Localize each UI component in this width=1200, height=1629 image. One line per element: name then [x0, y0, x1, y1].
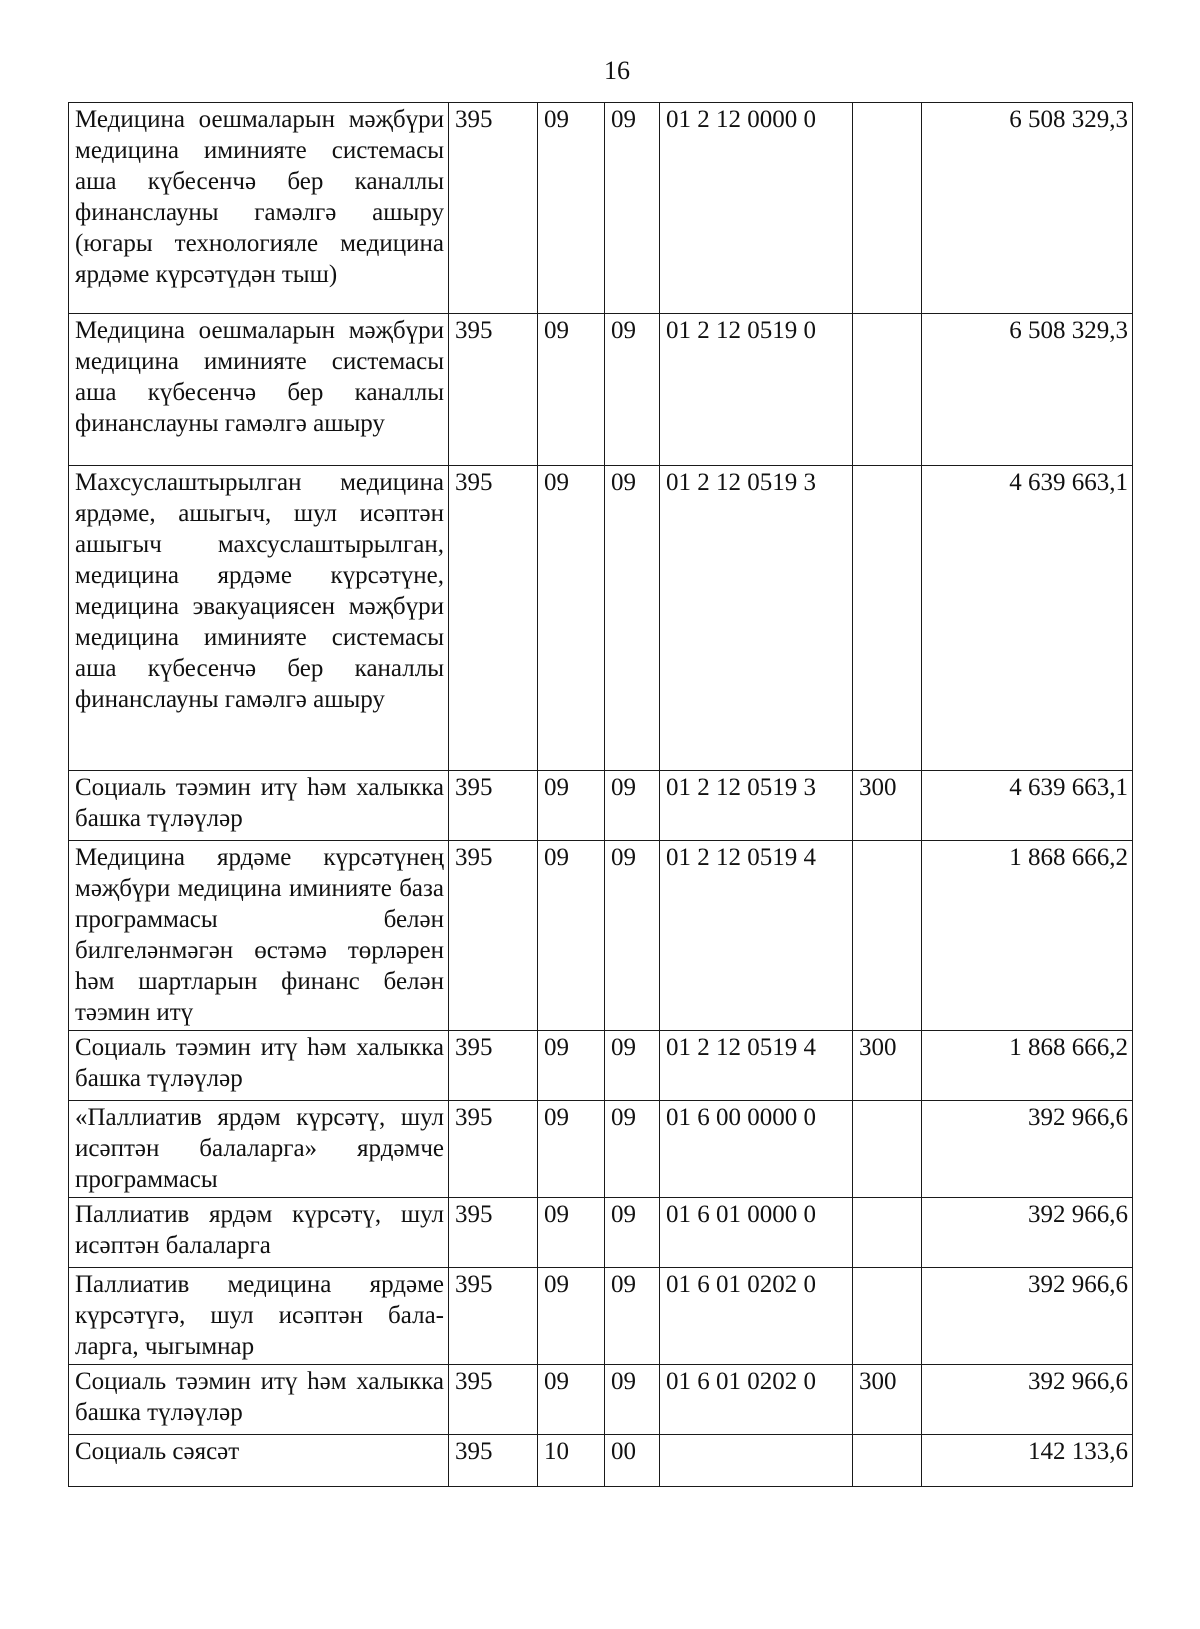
- amount-cell: 4 639 663,1: [922, 466, 1133, 771]
- row-name-cell: «Паллиатив ярдәм күрсәтү, шул исәптән балаларга» ярдәмче программасы: [69, 1101, 449, 1198]
- ministry-code-cell: 395: [449, 314, 538, 466]
- amount-cell: 6 508 329,3: [922, 314, 1133, 466]
- target-article-cell: 01 2 12 0519 4: [660, 841, 853, 1031]
- expense-type-cell: 300: [853, 1365, 922, 1435]
- amount-cell: 4 639 663,1: [922, 771, 1133, 841]
- section-code-cell: 09: [538, 1031, 605, 1101]
- section-code-cell: 09: [538, 1365, 605, 1435]
- subsection-code-cell: 09: [605, 1101, 660, 1198]
- section-code-cell: 09: [538, 466, 605, 771]
- section-code-cell: 09: [538, 841, 605, 1031]
- table-row: [69, 1365, 1133, 1435]
- target-article-cell: 01 6 00 0000 0: [660, 1101, 853, 1198]
- ministry-code-cell: 395: [449, 1435, 538, 1487]
- section-code-cell: 09: [538, 103, 605, 314]
- row-name-cell: Медицина ярдәме күрсәтүнең мәҗбүри медицина иминияте база программасы белән билгеләнмәгән өстәмә төрләрен һәм шартларын финанс белән тәэмин итү: [69, 841, 449, 1031]
- amount-cell: 142 133,6: [922, 1435, 1133, 1487]
- table-row: [69, 1198, 1133, 1268]
- ministry-code-cell: 395: [449, 771, 538, 841]
- subsection-code-cell: 09: [605, 1031, 660, 1101]
- table-row: [69, 1031, 1133, 1101]
- target-article-cell: 01 2 12 0519 4: [660, 1031, 853, 1101]
- ministry-code-cell: 395: [449, 841, 538, 1031]
- amount-cell: 392 966,6: [922, 1198, 1133, 1268]
- target-article-cell: 01 2 12 0519 3: [660, 771, 853, 841]
- subsection-code-cell: 09: [605, 841, 660, 1031]
- row-name-cell: Паллиатив медицина ярдәме күрсәтүгә, шул исәптән бала-ларга, чыгымнар: [69, 1268, 449, 1365]
- expense-type-cell: [853, 103, 922, 314]
- target-article-cell: [660, 1435, 853, 1487]
- row-name-cell: Социаль тәэмин итү һәм халыкка башка түләүләр: [69, 1031, 449, 1101]
- target-article-cell: 01 2 12 0000 0: [660, 103, 853, 314]
- target-article-cell: 01 6 01 0202 0: [660, 1365, 853, 1435]
- table-row: [69, 1435, 1133, 1487]
- table-row: [69, 1101, 1133, 1198]
- row-name-cell: Паллиатив ярдәм күрсәтү, шул исәптән балаларга: [69, 1198, 449, 1268]
- row-name-cell: Медицина оешмаларын мәҗбүри медицина иминияте системасы аша күбесенчә бер каналлы финанслауны гамәлгә ашыру: [69, 314, 449, 466]
- ministry-code-cell: 395: [449, 1365, 538, 1435]
- row-name-cell: Социаль тәэмин итү һәм халыкка башка түләүләр: [69, 1365, 449, 1435]
- expense-type-cell: [853, 466, 922, 771]
- amount-cell: 392 966,6: [922, 1101, 1133, 1198]
- expense-type-cell: [853, 1435, 922, 1487]
- row-name-cell: Махсуслаштырылган медицина ярдәме, ашыгыч, шул исәптән ашыгыч махсуслаштырылган, медицина ярдәме күрсәтүне, медицина эвакуациясен мәҗбүри медицина иминияте системасы аша күбесенчә бер каналлы финанслауны гамәлгә ашыру: [69, 466, 449, 771]
- row-name-cell: Социаль сәясәт: [69, 1435, 449, 1487]
- expense-type-cell: [853, 841, 922, 1031]
- amount-cell: 1 868 666,2: [922, 841, 1133, 1031]
- expense-type-cell: [853, 1268, 922, 1365]
- target-article-cell: 01 6 01 0202 0: [660, 1268, 853, 1365]
- amount-cell: 392 966,6: [922, 1365, 1133, 1435]
- target-article-cell: 01 2 12 0519 3: [660, 466, 853, 771]
- section-code-cell: 09: [538, 1101, 605, 1198]
- amount-cell: 392 966,6: [922, 1268, 1133, 1365]
- subsection-code-cell: 09: [605, 1365, 660, 1435]
- section-code-cell: 09: [538, 314, 605, 466]
- ministry-code-cell: 395: [449, 1198, 538, 1268]
- subsection-code-cell: 09: [605, 1198, 660, 1268]
- target-article-cell: 01 6 01 0000 0: [660, 1198, 853, 1268]
- page-number: 16: [604, 56, 630, 85]
- amount-cell: 1 868 666,2: [922, 1031, 1133, 1101]
- subsection-code-cell: 09: [605, 314, 660, 466]
- table-row: [69, 466, 1133, 771]
- expense-type-cell: [853, 314, 922, 466]
- expense-type-cell: 300: [853, 771, 922, 841]
- table-row: [69, 314, 1133, 466]
- table-row: [69, 103, 1133, 314]
- expense-type-cell: [853, 1198, 922, 1268]
- table-row: [69, 841, 1133, 1031]
- subsection-code-cell: 09: [605, 466, 660, 771]
- subsection-code-cell: 00: [605, 1435, 660, 1487]
- section-code-cell: 09: [538, 771, 605, 841]
- section-code-cell: 09: [538, 1268, 605, 1365]
- section-code-cell: 10: [538, 1435, 605, 1487]
- ministry-code-cell: 395: [449, 466, 538, 771]
- ministry-code-cell: 395: [449, 1031, 538, 1101]
- ministry-code-cell: 395: [449, 1268, 538, 1365]
- section-code-cell: 09: [538, 1198, 605, 1268]
- budget-table: [68, 102, 1133, 1487]
- row-name-cell: Социаль тәэмин итү һәм халыкка башка түләүләр: [69, 771, 449, 841]
- table-row: [69, 1268, 1133, 1365]
- subsection-code-cell: 09: [605, 1268, 660, 1365]
- amount-cell: 6 508 329,3: [922, 103, 1133, 314]
- ministry-code-cell: 395: [449, 1101, 538, 1198]
- target-article-cell: 01 2 12 0519 0: [660, 314, 853, 466]
- row-name-cell: Медицина оешмаларын мәҗбүри медицина иминияте системасы аша күбесенчә бер каналлы финанслауны гамәлгә ашыру (югары технологияле медицина ярдәме күрсәтүдән тыш): [69, 103, 449, 314]
- expense-type-cell: 300: [853, 1031, 922, 1101]
- table-row: [69, 771, 1133, 841]
- subsection-code-cell: 09: [605, 103, 660, 314]
- expense-type-cell: [853, 1101, 922, 1198]
- subsection-code-cell: 09: [605, 771, 660, 841]
- ministry-code-cell: 395: [449, 103, 538, 314]
